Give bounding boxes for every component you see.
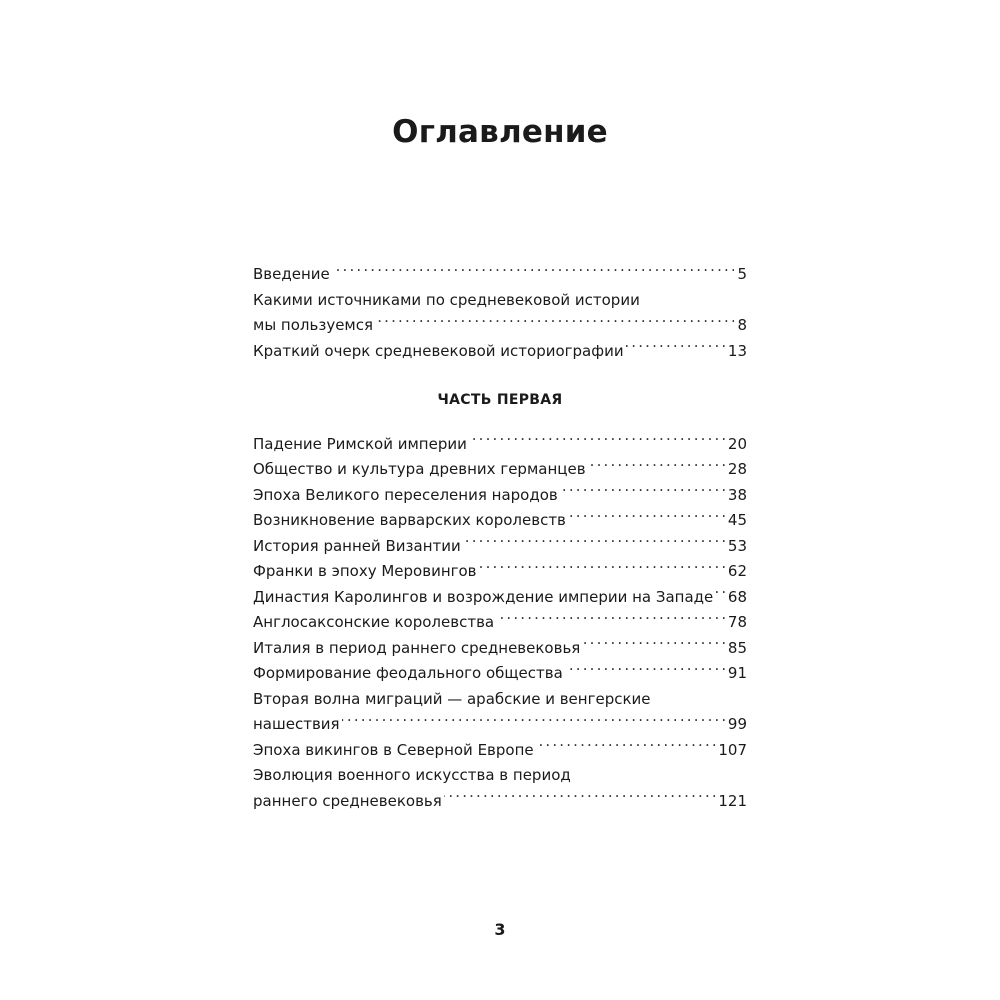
toc-part-one-group [253,432,747,815]
toc-entry-page-number: 85 [727,638,747,657]
toc-entry [253,636,747,662]
toc-entry [253,508,747,534]
dot-leader [479,561,725,576]
toc-entry-title-line: Эпоха викингов в Северной Европе [253,740,534,759]
toc-entry [253,288,747,339]
toc-entry-title-line: Какими источниками по средневековой истории [253,290,640,309]
dot-leader [463,536,725,551]
toc-entry-title-line: мы пользуемся [253,316,374,334]
toc-entry [253,457,747,483]
toc-entry-title-line: Возникновение варварских королевств [253,511,566,529]
dot-leader [588,459,725,474]
toc-entry-page-number: 68 [727,587,747,606]
page-number: 3 [494,920,506,939]
toc-entry-title-line: Италия в период раннего средневековья [253,638,581,657]
toc-entry-title-line: Эволюция военного искусства в период [253,766,571,784]
toc-entry-title-line: Династия Каролингов и возрождение империи на Западе [253,587,714,606]
toc-entry [253,763,747,814]
dot-leader [444,791,716,806]
toc-entry-title-line: Введение [253,265,330,283]
table-of-contents [253,262,747,814]
toc-entry-title-line: История ранней Византии [253,536,461,555]
dot-leader [536,740,716,755]
toc-entry-title-line: Франки в эпоху Меровингов [253,562,477,580]
toc-entry-title-line: раннего средневековья [253,791,442,810]
toc-entry [253,339,747,365]
toc-entry [253,661,747,687]
toc-entry-page-number: 38 [727,485,747,504]
toc-entry [253,534,747,560]
page-title: Оглавление [392,114,608,150]
toc-entry-page-number: 5 [737,265,747,283]
toc-entry [253,559,747,585]
toc-entry-title-line: Формирование феодального общества [253,664,563,682]
toc-entry-page-number: 99 [727,715,747,733]
toc-intro-group [253,262,747,364]
toc-entry-title-line: Англосаксонские королевства [253,613,495,631]
dot-leader [375,315,734,330]
part-one-heading: ЧАСТЬ ПЕРВАЯ [437,392,563,408]
dot-leader [568,510,725,525]
dot-leader [342,714,725,729]
toc-entry [253,262,747,288]
dot-leader [565,663,725,678]
dot-leader [560,485,725,500]
dot-leader [626,341,725,356]
toc-entry [253,687,747,738]
toc-entry-title-line: Краткий очерк средневековой историографии [253,341,624,360]
toc-entry-title-line: Вторая волна миграций — арабские и венгерские [253,689,651,708]
toc-entry [253,610,747,636]
toc-entry-page-number: 8 [737,316,747,334]
toc-entry-page-number: 28 [727,460,747,478]
toc-entry-page-number: 107 [718,740,747,759]
toc-entry-title-line: Общество и культура древних германцев [253,460,586,478]
toc-entry-page-number: 45 [727,511,747,529]
toc-entry [253,432,747,458]
dot-leader [715,587,725,602]
toc-entry-page-number: 121 [718,791,747,810]
toc-entry-page-number: 53 [727,536,747,555]
toc-entry-page-number: 62 [727,562,747,580]
toc-entry-page-number: 78 [727,613,747,631]
toc-entry [253,483,747,509]
toc-entry [253,585,747,611]
toc-entry-page-number: 20 [727,434,747,453]
toc-entry-title-line: Падение Римской империи [253,434,467,453]
dot-leader [582,638,725,653]
dot-leader [496,612,725,627]
toc-entry-title-line: Эпоха Великого переселения народов [253,485,558,504]
toc-entry-page-number: 91 [727,664,747,682]
dot-leader [332,264,735,279]
toc-entry [253,738,747,764]
toc-entry-page-number: 13 [727,341,747,360]
dot-leader [469,434,725,449]
toc-entry-title-line: нашествия [253,715,340,733]
